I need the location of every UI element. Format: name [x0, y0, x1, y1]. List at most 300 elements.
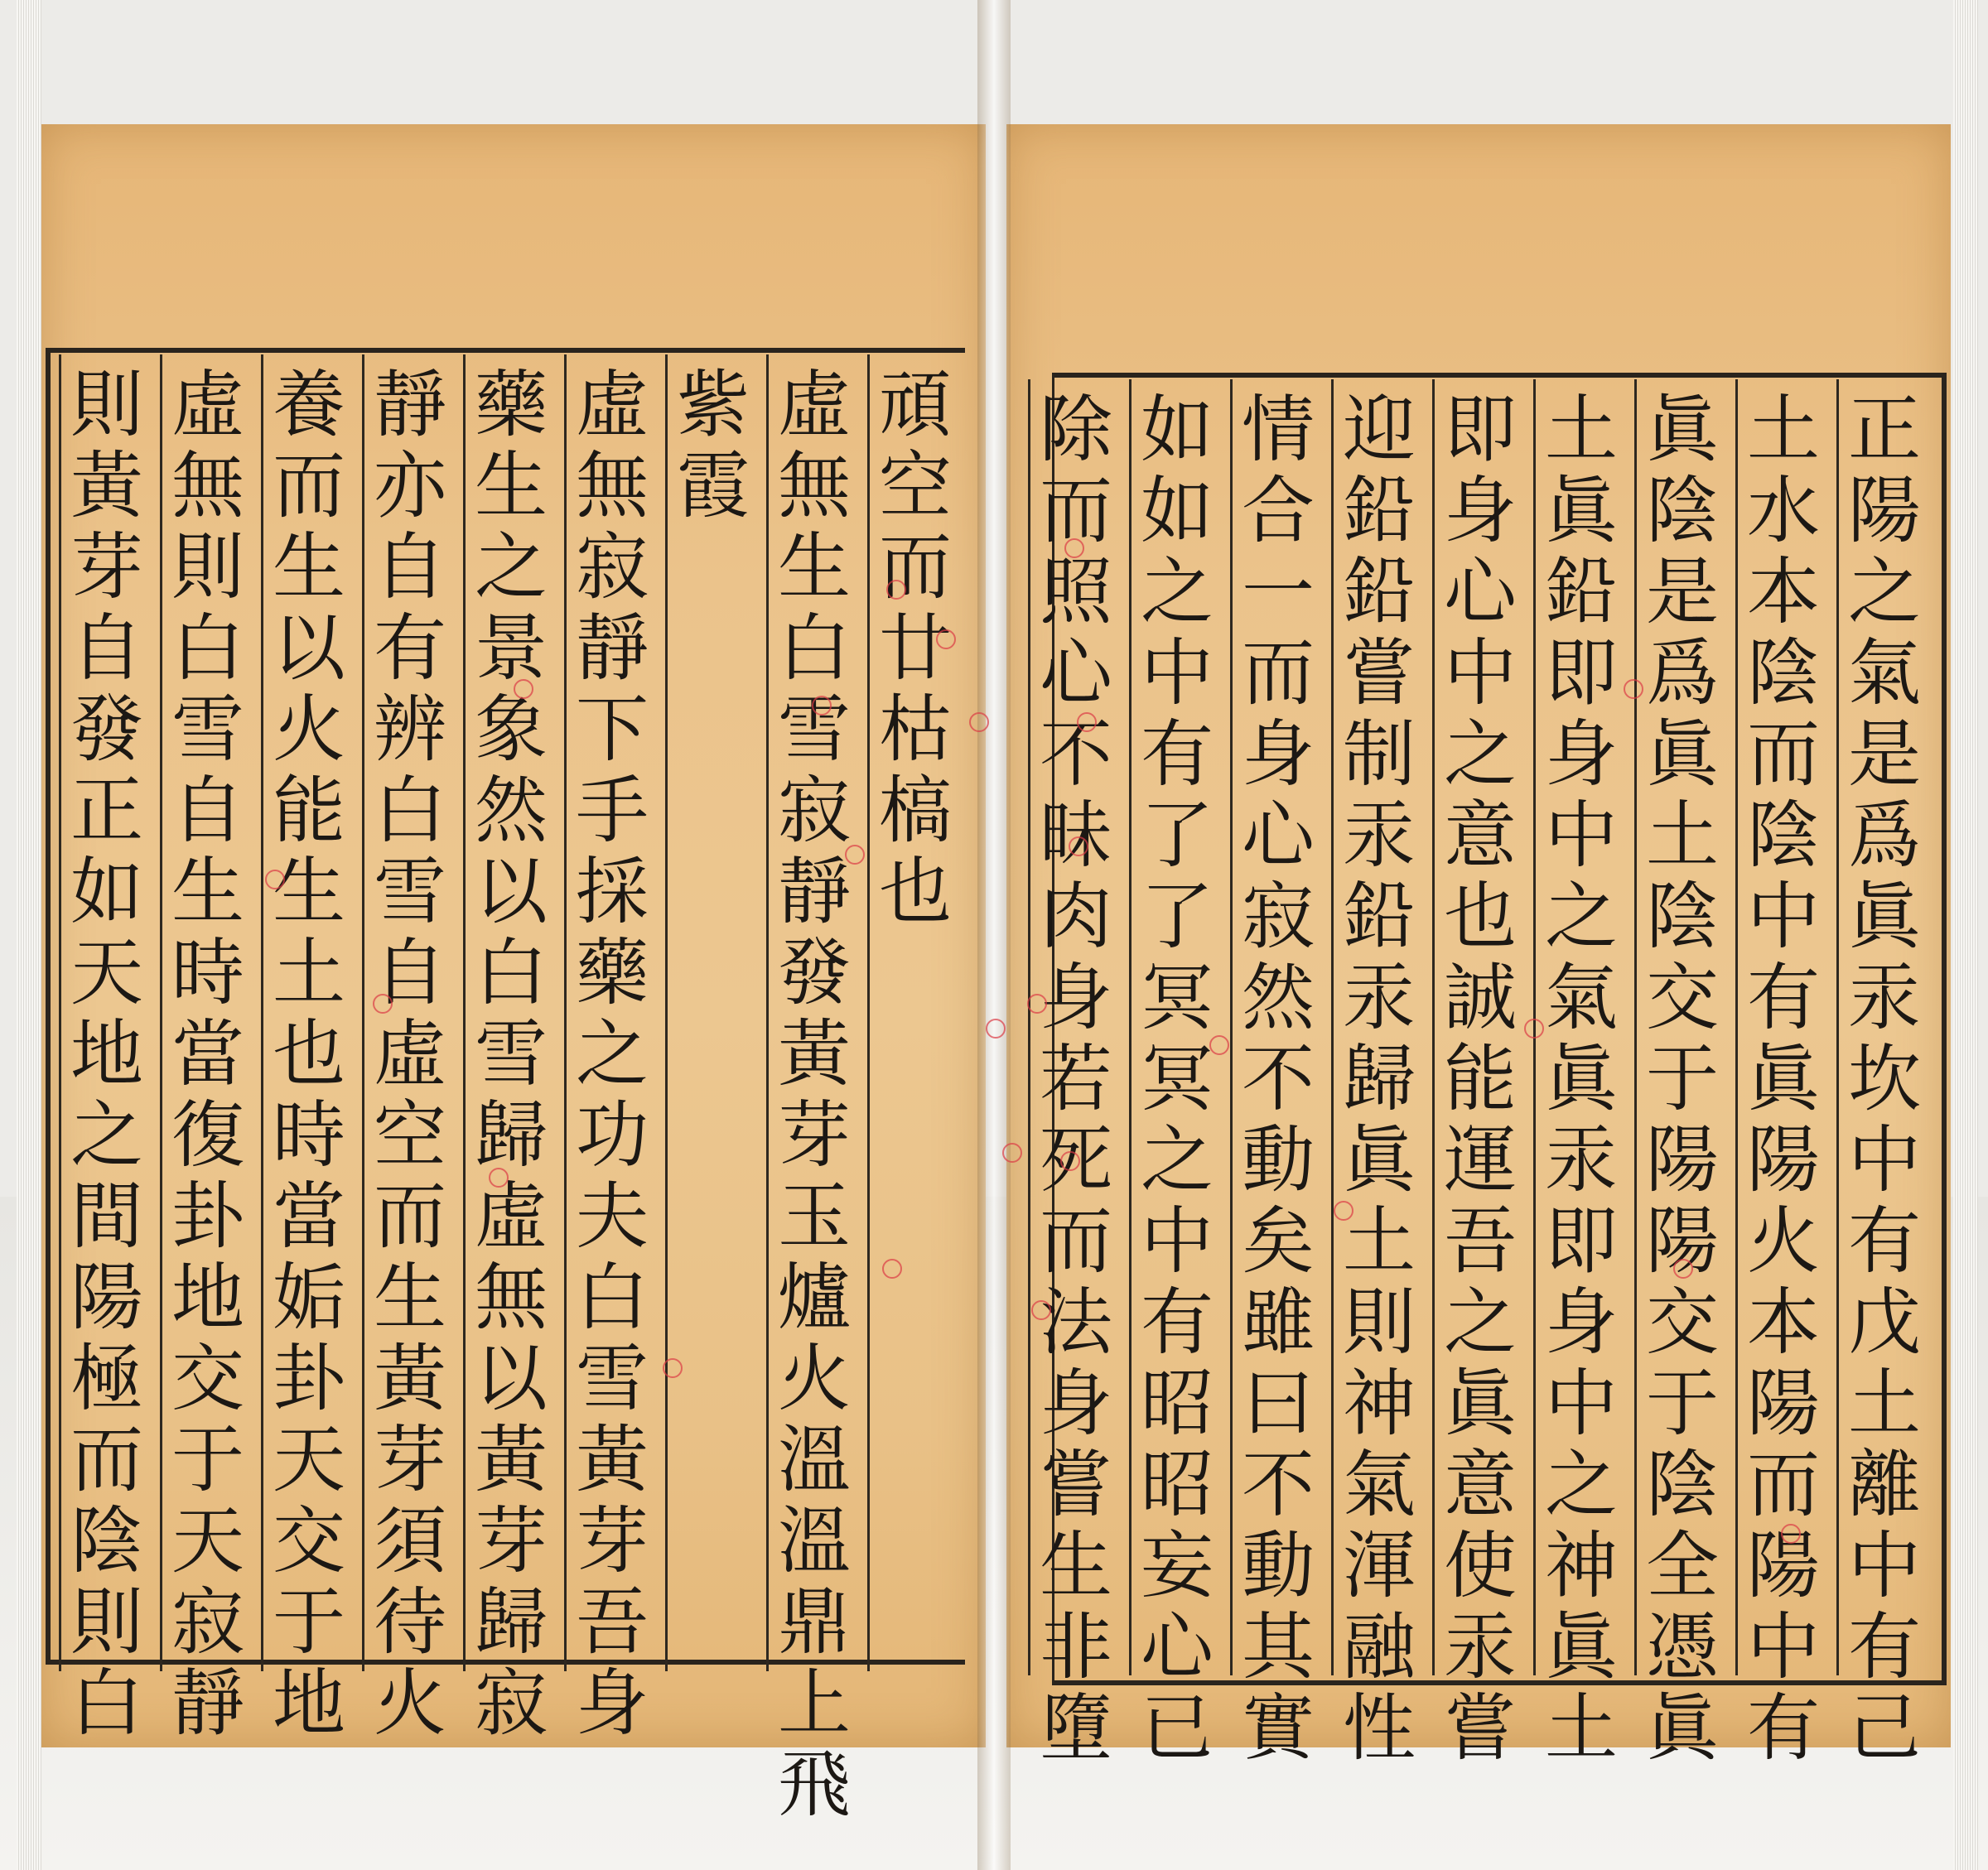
glyph: 黃	[474, 1417, 548, 1502]
glyph: 墮	[1039, 1685, 1112, 1771]
glyph: 而	[1241, 630, 1315, 716]
left-page-column-9	[57, 364, 157, 1744]
right-page-column-3	[1633, 389, 1732, 1769]
glyph: 運	[1443, 1117, 1517, 1202]
glyph: 黃	[575, 1417, 649, 1502]
red-punctuation-circle	[969, 712, 989, 732]
glyph: 氣	[1342, 1442, 1416, 1527]
glyph: 虛	[171, 362, 244, 447]
glyph: 意	[1443, 793, 1517, 878]
glyph: 身	[1039, 955, 1112, 1040]
glyph: 昧	[1039, 793, 1112, 878]
glyph: 土	[1847, 1361, 1921, 1446]
glyph: 溫	[777, 1417, 851, 1502]
left-page-column-1	[866, 364, 965, 933]
glyph: 芽	[575, 1498, 649, 1583]
glyph: 有	[373, 605, 446, 691]
red-punctuation-circle	[886, 580, 906, 600]
glyph: 極	[70, 1336, 143, 1421]
left-page-stack-edge	[17, 0, 41, 1870]
glyph: 誠	[1443, 955, 1517, 1040]
glyph: 中	[1746, 1604, 1820, 1689]
glyph: 靜	[777, 849, 851, 934]
glyph: 霞	[676, 443, 750, 528]
glyph: 廿	[878, 605, 952, 691]
glyph: 景	[474, 605, 548, 691]
glyph: 生	[272, 524, 345, 610]
glyph: 黃	[777, 1011, 851, 1096]
glyph: 玉	[777, 1174, 851, 1259]
glyph: 有	[1847, 1198, 1921, 1284]
right-page-column-4	[1532, 389, 1631, 1769]
glyph: 了	[1140, 793, 1214, 878]
left-page-column-8	[158, 364, 258, 1744]
glyph: 坎	[1847, 1036, 1921, 1121]
glyph: 黃	[373, 1336, 446, 1421]
glyph: 也	[272, 1011, 345, 1096]
red-punctuation-circle	[1673, 1259, 1693, 1279]
glyph: 而	[373, 1174, 446, 1259]
red-punctuation-circle	[373, 994, 393, 1014]
glyph: 水	[1746, 468, 1820, 553]
glyph: 之	[575, 1011, 649, 1096]
right-page-column-7	[1228, 389, 1328, 1769]
glyph: 養	[272, 362, 345, 447]
glyph: 憑	[1645, 1604, 1719, 1689]
glyph: 白	[373, 768, 446, 853]
glyph: 寂	[777, 768, 851, 853]
glyph: 若	[1039, 1036, 1112, 1121]
glyph: 心	[1443, 549, 1517, 634]
column-rule	[1331, 379, 1334, 1675]
column-rule	[160, 354, 162, 1671]
glyph: 天	[70, 930, 143, 1015]
glyph: 天	[272, 1417, 345, 1502]
left-page-column-3	[663, 364, 763, 527]
glyph: 之	[1140, 1117, 1214, 1202]
glyph: 也	[878, 849, 952, 934]
glyph: 離	[1847, 1442, 1921, 1527]
book-gutter	[977, 0, 1011, 1870]
glyph: 雖	[1241, 1280, 1315, 1365]
red-punctuation-circle	[1209, 1035, 1229, 1055]
glyph: 然	[1241, 955, 1315, 1040]
glyph: 嘗	[1342, 630, 1416, 716]
glyph: 身	[1443, 468, 1517, 553]
glyph: 卦	[272, 1336, 345, 1421]
glyph: 交	[171, 1336, 244, 1421]
glyph: 吾	[1443, 1198, 1517, 1284]
glyph: 交	[272, 1498, 345, 1583]
column-rule	[1129, 379, 1132, 1675]
glyph: 生	[373, 1255, 446, 1340]
red-punctuation-circle	[514, 679, 533, 699]
red-punctuation-circle	[1624, 679, 1643, 699]
glyph: 即	[1544, 1198, 1618, 1284]
glyph: 溫	[777, 1498, 851, 1583]
glyph: 卦	[171, 1174, 244, 1259]
glyph: 鼎	[777, 1579, 851, 1665]
glyph: 上	[777, 1660, 851, 1746]
glyph: 如	[1140, 468, 1214, 553]
glyph: 白	[70, 1660, 143, 1746]
glyph: 身	[575, 1660, 649, 1746]
glyph: 陽	[1746, 1523, 1820, 1608]
glyph: 藥	[474, 362, 548, 447]
glyph: 身	[1241, 711, 1315, 797]
glyph: 之	[1544, 1442, 1618, 1527]
glyph: 如	[1140, 387, 1214, 472]
glyph: 不	[1241, 1442, 1315, 1527]
glyph: 陰	[1645, 874, 1719, 959]
glyph: 夫	[575, 1174, 649, 1259]
glyph: 神	[1544, 1523, 1618, 1608]
glyph: 雪	[575, 1336, 649, 1421]
glyph: 汞	[1342, 955, 1416, 1040]
glyph: 生	[171, 849, 244, 934]
right-page-column-5	[1431, 389, 1530, 1769]
glyph: 採	[575, 849, 649, 934]
right-page-stack-edge	[1953, 0, 1978, 1870]
glyph: 無	[474, 1255, 548, 1340]
glyph: 芽	[373, 1417, 446, 1502]
glyph: 之	[1544, 874, 1618, 959]
glyph: 于	[1645, 1036, 1719, 1121]
glyph: 汞	[1544, 1117, 1618, 1202]
glyph: 是	[1645, 549, 1719, 634]
glyph: 無	[575, 443, 649, 528]
glyph: 火	[272, 687, 345, 772]
red-punctuation-circle	[663, 1358, 683, 1378]
glyph: 一	[1241, 549, 1315, 634]
left-page-column-6	[360, 364, 460, 1744]
glyph: 功	[575, 1092, 649, 1178]
glyph: 也	[1443, 874, 1517, 959]
red-punctuation-circle	[1027, 994, 1047, 1014]
glyph: 則	[70, 362, 143, 447]
glyph: 鉛	[1342, 874, 1416, 959]
glyph: 中	[1140, 630, 1214, 716]
column-rule	[463, 354, 466, 1671]
glyph: 合	[1241, 468, 1315, 553]
glyph: 歸	[474, 1092, 548, 1178]
glyph: 雪	[777, 687, 851, 772]
glyph: 紫	[676, 362, 750, 447]
glyph: 芽	[777, 1092, 851, 1178]
glyph: 了	[1140, 874, 1214, 959]
glyph: 冥	[1140, 1036, 1214, 1121]
red-punctuation-circle	[812, 696, 832, 716]
glyph: 靜	[373, 362, 446, 447]
glyph: 而	[1039, 468, 1112, 553]
glyph: 無	[171, 443, 244, 528]
glyph: 中	[1847, 1117, 1921, 1202]
glyph: 曰	[1241, 1361, 1315, 1446]
red-punctuation-circle	[986, 1019, 1006, 1039]
glyph: 而	[1746, 711, 1820, 797]
glyph: 眞	[1443, 1361, 1517, 1446]
glyph: 有	[1746, 1685, 1820, 1771]
glyph: 動	[1241, 1523, 1315, 1608]
glyph: 陰	[1645, 468, 1719, 553]
column-rule	[1735, 379, 1738, 1675]
glyph: 鉛	[1342, 549, 1416, 634]
glyph: 汞	[1847, 955, 1921, 1040]
right-page-column-8	[1127, 389, 1227, 1769]
glyph: 眞	[1746, 1036, 1820, 1121]
glyph: 意	[1443, 1442, 1517, 1527]
glyph: 迎	[1342, 387, 1416, 472]
glyph: 寂	[1241, 874, 1315, 959]
glyph: 生	[1039, 1523, 1112, 1608]
column-rule	[564, 354, 567, 1671]
glyph: 寂	[575, 524, 649, 610]
glyph: 有	[1140, 1280, 1214, 1365]
red-punctuation-circle	[1781, 1524, 1801, 1544]
glyph: 土	[1544, 1685, 1618, 1771]
glyph: 以	[272, 605, 345, 691]
glyph: 實	[1241, 1685, 1315, 1771]
glyph: 汞	[1443, 1604, 1517, 1689]
glyph: 而	[70, 1417, 143, 1502]
glyph: 能	[1443, 1036, 1517, 1121]
glyph: 交	[1645, 955, 1719, 1040]
glyph: 之	[1847, 549, 1921, 634]
glyph: 中	[1544, 1361, 1618, 1446]
glyph: 眞	[1645, 1685, 1719, 1771]
column-rule	[665, 354, 668, 1671]
glyph: 黃	[70, 443, 143, 528]
glyph: 陰	[1746, 793, 1820, 878]
glyph: 姤	[272, 1255, 345, 1340]
glyph: 虛	[575, 362, 649, 447]
glyph: 陽	[1847, 468, 1921, 553]
glyph: 使	[1443, 1523, 1517, 1608]
glyph: 于	[1645, 1361, 1719, 1446]
glyph: 于	[272, 1579, 345, 1665]
glyph: 眞	[1847, 874, 1921, 959]
glyph: 有	[1746, 955, 1820, 1040]
glyph: 下	[575, 687, 649, 772]
glyph: 雪	[474, 1011, 548, 1096]
glyph: 全	[1645, 1523, 1719, 1608]
glyph: 虛	[777, 362, 851, 447]
glyph: 當	[272, 1174, 345, 1259]
left-page-column-7	[259, 364, 359, 1744]
glyph: 即	[1443, 387, 1517, 472]
glyph: 地	[272, 1660, 345, 1746]
glyph: 頑	[878, 362, 952, 447]
glyph: 本	[1746, 1280, 1820, 1365]
glyph: 制	[1342, 711, 1416, 797]
glyph: 吾	[575, 1579, 649, 1665]
glyph: 天	[171, 1498, 244, 1583]
glyph: 眞	[1645, 711, 1719, 797]
glyph: 白	[474, 930, 548, 1015]
glyph: 雪	[373, 849, 446, 934]
glyph: 中	[1140, 1198, 1214, 1284]
column-rule	[1028, 379, 1030, 1675]
glyph: 發	[70, 687, 143, 772]
glyph: 身	[1039, 1361, 1112, 1446]
glyph: 雪	[171, 687, 244, 772]
glyph: 靜	[171, 1660, 244, 1746]
right-page-column-1	[1835, 389, 1934, 1769]
glyph: 白	[777, 605, 851, 691]
glyph: 地	[171, 1255, 244, 1340]
glyph: 于	[171, 1417, 244, 1502]
glyph: 之	[1140, 549, 1214, 634]
glyph: 身	[1544, 1280, 1618, 1365]
glyph: 則	[171, 524, 244, 610]
glyph: 情	[1241, 387, 1315, 472]
glyph: 虛	[373, 1011, 446, 1096]
glyph: 能	[272, 768, 345, 853]
column-rule	[1634, 379, 1637, 1675]
glyph: 中	[1544, 793, 1618, 878]
glyph: 眞	[1544, 1036, 1618, 1121]
red-punctuation-circle	[1334, 1201, 1353, 1221]
glyph: 飛	[777, 1742, 851, 1827]
column-rule	[766, 354, 769, 1671]
red-punctuation-circle	[1002, 1143, 1022, 1163]
glyph: 陰	[1645, 1442, 1719, 1527]
glyph: 除	[1039, 387, 1112, 472]
glyph: 爲	[1645, 630, 1719, 716]
glyph: 氣	[1847, 630, 1921, 716]
glyph: 然	[474, 768, 548, 853]
glyph: 陽	[1645, 1117, 1719, 1202]
glyph: 芽	[474, 1498, 548, 1583]
glyph: 照	[1039, 549, 1112, 634]
glyph: 則	[70, 1579, 143, 1665]
glyph: 不	[1241, 1036, 1315, 1121]
red-punctuation-circle	[1077, 712, 1097, 732]
glyph: 正	[1847, 387, 1921, 472]
glyph: 而	[272, 443, 345, 528]
glyph: 火	[777, 1336, 851, 1421]
glyph: 土	[1746, 387, 1820, 472]
glyph: 生	[474, 443, 548, 528]
glyph: 神	[1342, 1361, 1416, 1446]
glyph: 汞	[1342, 793, 1416, 878]
glyph: 歸	[474, 1579, 548, 1665]
glyph: 陰	[1746, 630, 1820, 716]
glyph: 土	[1645, 793, 1719, 878]
red-punctuation-circle	[1060, 1151, 1080, 1171]
glyph: 間	[70, 1174, 143, 1259]
glyph: 當	[171, 1011, 244, 1096]
glyph: 以	[474, 849, 548, 934]
glyph: 火	[373, 1660, 446, 1746]
glyph: 辨	[373, 687, 446, 772]
glyph: 槁	[878, 768, 952, 853]
glyph: 有	[1140, 711, 1214, 797]
glyph: 生	[272, 849, 345, 934]
right-page-column-9	[1026, 389, 1126, 1769]
glyph: 土	[272, 930, 345, 1015]
glyph: 如	[70, 849, 143, 934]
glyph: 身	[1544, 711, 1618, 797]
glyph: 爲	[1847, 793, 1921, 878]
glyph: 虛	[474, 1174, 548, 1259]
red-punctuation-circle	[1031, 1300, 1051, 1320]
red-punctuation-circle	[1064, 538, 1084, 558]
glyph: 自	[373, 930, 446, 1015]
red-punctuation-circle	[882, 1259, 902, 1279]
glyph: 即	[1544, 630, 1618, 716]
glyph: 非	[1039, 1604, 1112, 1689]
glyph: 白	[575, 1255, 649, 1340]
column-rule	[1432, 379, 1435, 1675]
glyph: 妄	[1140, 1523, 1214, 1608]
glyph: 死	[1039, 1117, 1112, 1202]
glyph: 須	[373, 1498, 446, 1583]
glyph: 靜	[575, 605, 649, 691]
glyph: 白	[171, 605, 244, 691]
glyph: 嘗	[1443, 1685, 1517, 1771]
glyph: 陽	[70, 1255, 143, 1340]
glyph: 性	[1342, 1685, 1416, 1771]
right-page-column-2	[1734, 389, 1833, 1769]
column-rule	[59, 354, 61, 1671]
glyph: 嘗	[1039, 1442, 1112, 1527]
glyph: 陽	[1746, 1361, 1820, 1446]
red-punctuation-circle	[1524, 1019, 1544, 1039]
glyph: 之	[474, 524, 548, 610]
glyph: 眞	[1645, 387, 1719, 472]
glyph: 其	[1241, 1604, 1315, 1689]
glyph: 是	[1847, 711, 1921, 797]
glyph: 氣	[1544, 955, 1618, 1040]
glyph: 土	[1544, 387, 1618, 472]
glyph: 冥	[1140, 955, 1214, 1040]
red-punctuation-circle	[845, 845, 865, 865]
glyph: 火	[1746, 1198, 1820, 1284]
glyph: 本	[1746, 549, 1820, 634]
glyph: 昭	[1140, 1442, 1214, 1527]
glyph: 寂	[474, 1660, 548, 1746]
glyph: 地	[70, 1011, 143, 1096]
glyph: 以	[474, 1336, 548, 1421]
glyph: 昭	[1140, 1361, 1214, 1446]
glyph: 生	[777, 524, 851, 610]
left-page-column-2	[765, 364, 864, 1825]
red-punctuation-circle	[1069, 836, 1088, 856]
glyph: 融	[1342, 1604, 1416, 1689]
glyph: 爐	[777, 1255, 851, 1340]
glyph: 中	[1443, 630, 1517, 716]
glyph: 之	[70, 1092, 143, 1178]
column-rule	[261, 354, 263, 1671]
glyph: 正	[70, 768, 143, 853]
glyph: 動	[1241, 1117, 1315, 1202]
glyph: 待	[373, 1579, 446, 1665]
glyph: 戊	[1847, 1280, 1921, 1365]
glyph: 渾	[1342, 1523, 1416, 1608]
left-page-column-5	[461, 364, 561, 1744]
glyph: 空	[373, 1092, 446, 1178]
glyph: 而	[878, 524, 952, 610]
glyph: 而	[1746, 1442, 1820, 1527]
glyph: 枯	[878, 687, 952, 772]
glyph: 中	[1847, 1523, 1921, 1608]
glyph: 已	[1140, 1685, 1214, 1771]
red-punctuation-circle	[936, 629, 956, 649]
column-rule	[1836, 379, 1839, 1675]
glyph: 中	[1746, 874, 1820, 959]
glyph: 而	[1039, 1198, 1112, 1284]
